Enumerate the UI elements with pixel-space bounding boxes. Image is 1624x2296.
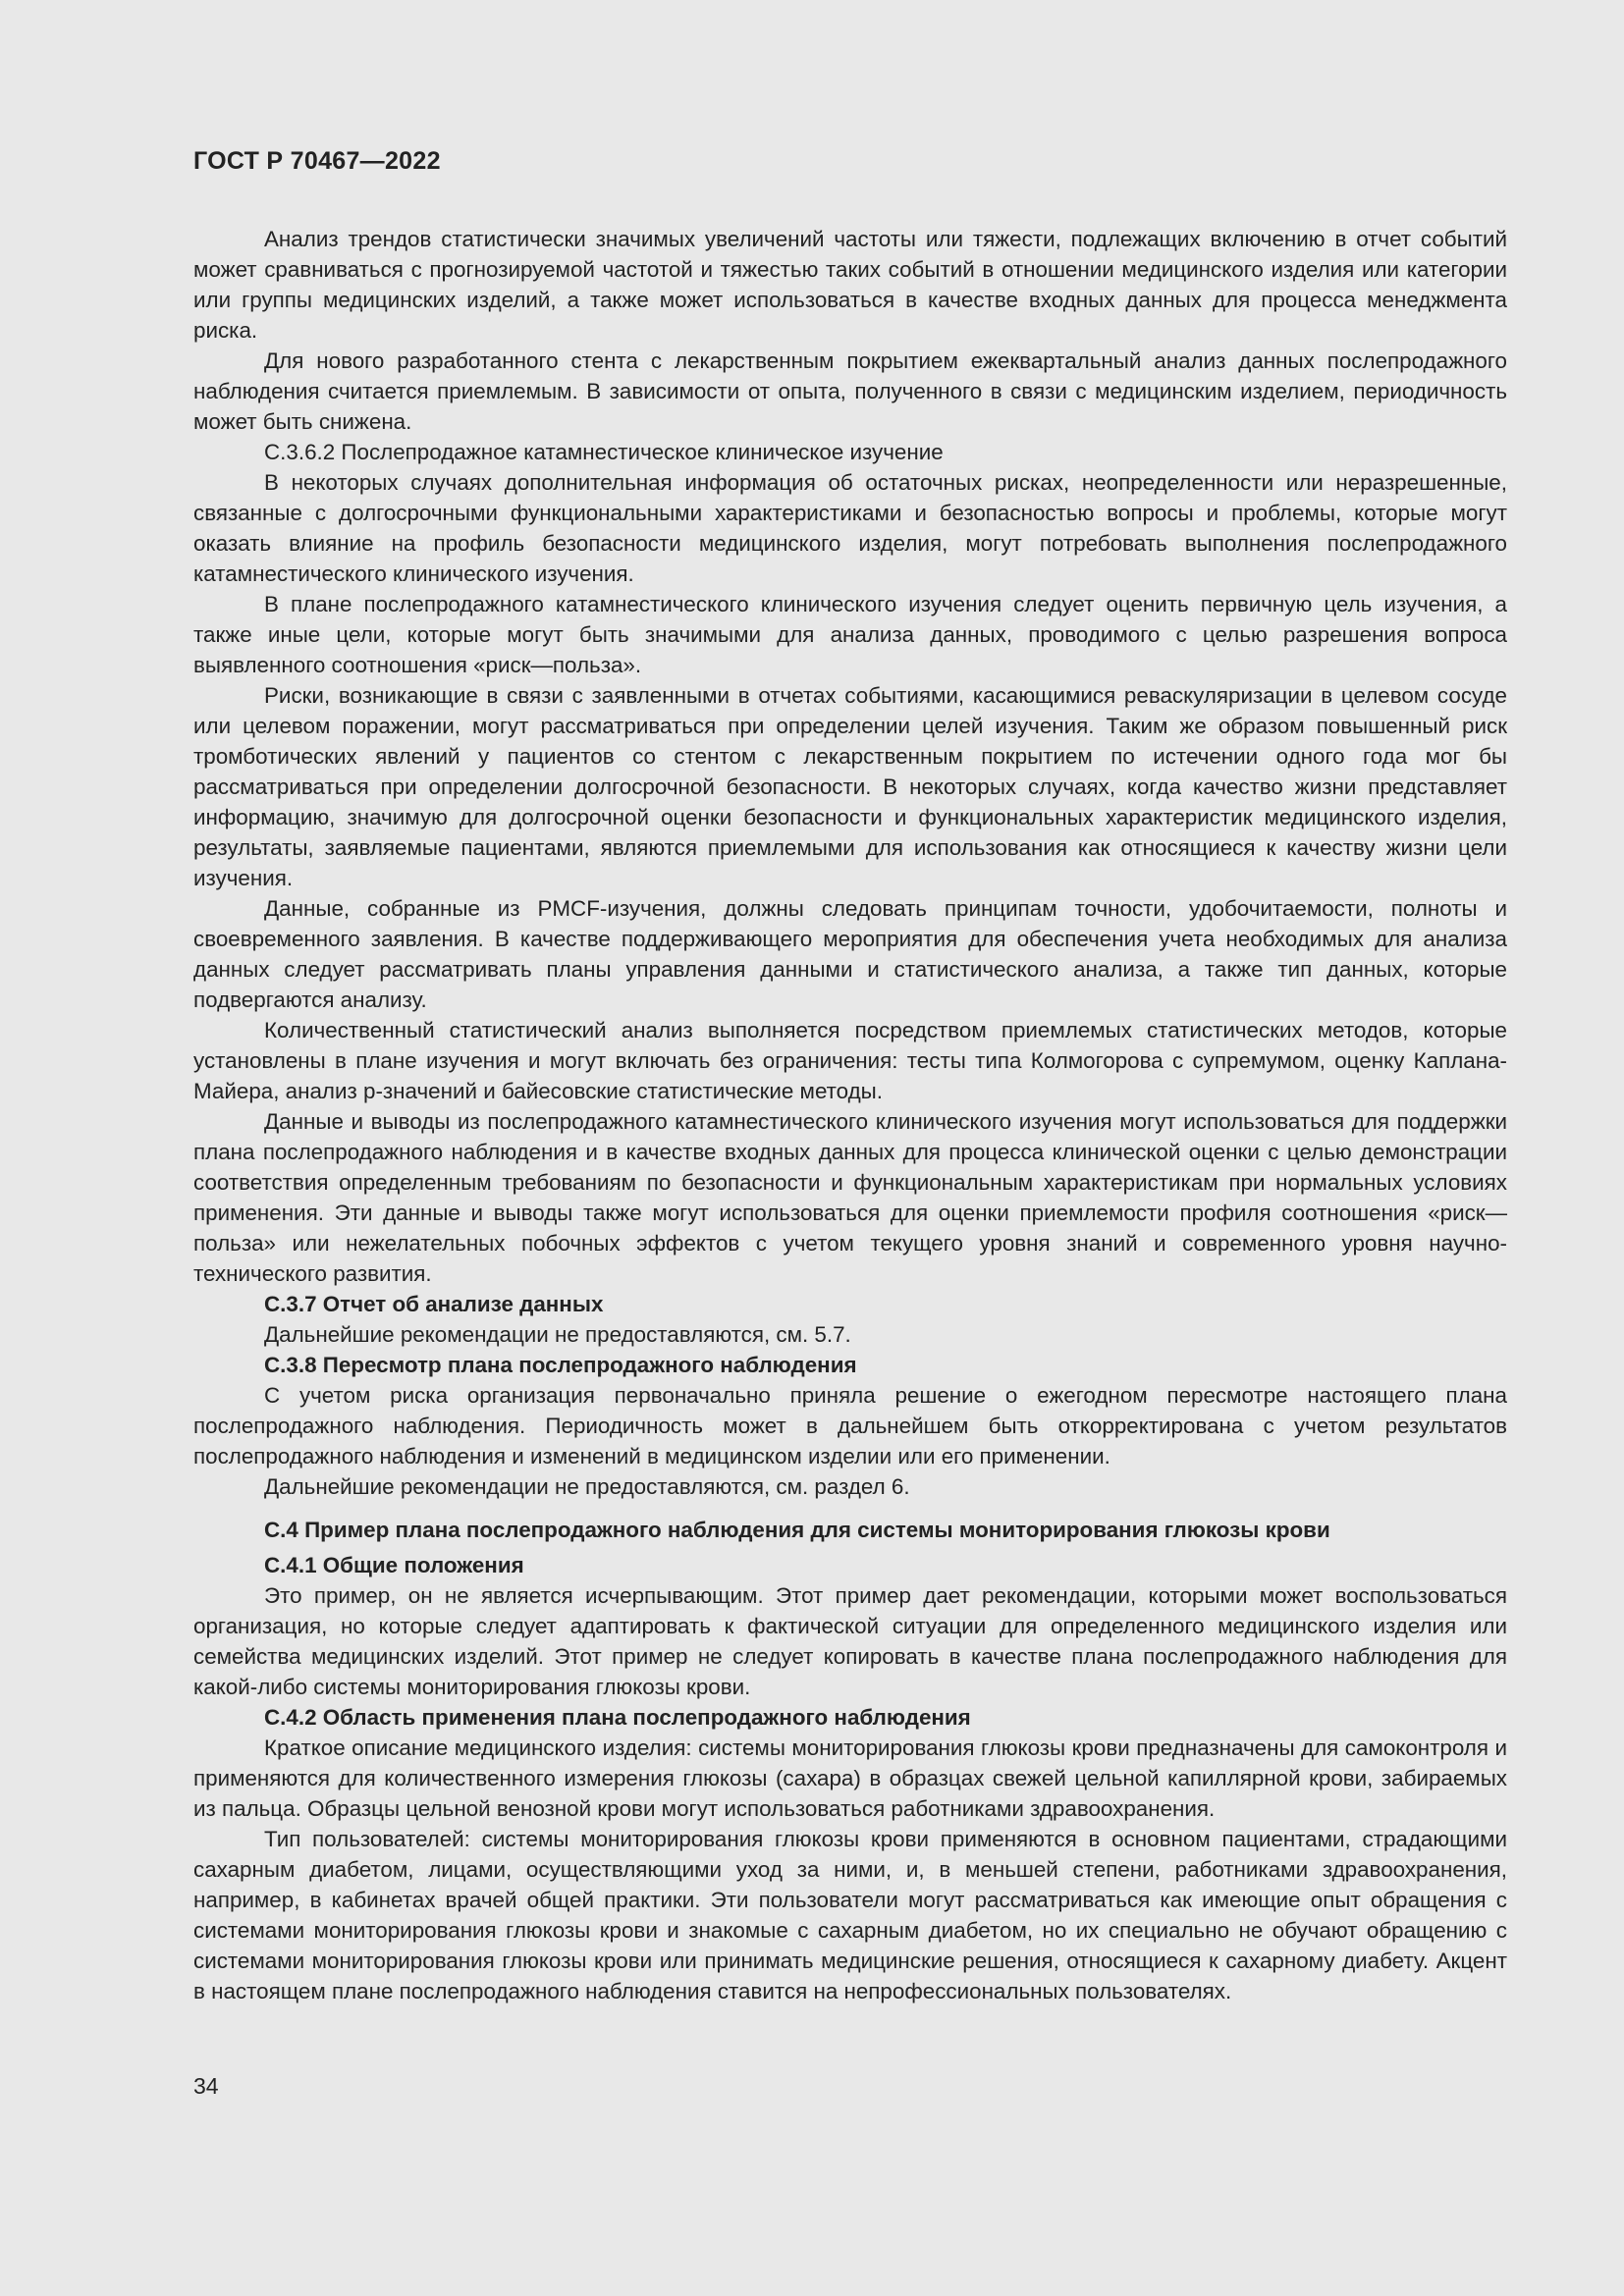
section-heading-c4: С.4 Пример плана послепродажного наблюдения для системы мониторирования глюкозы крови: [264, 1518, 1330, 1542]
paragraph-residual-risks: В некоторых случаях дополнительная информация об остаточных рисках, неопределенности или неразрешенные, связанные с долгосрочными функциональными характеристиками и безопасностью вопросы и проблемы, которые могут оказать влияние на профиль безопасности медицинского изделия, могут потребовать выполнения послепродажного катамнестического клинического изучения.: [193, 470, 1507, 586]
paragraph-statistical-analysis: Количественный статистический анализ выполняется посредством приемлемых статистических методов, которые установлены в плане изучения и могут включать без ограничения: тесты типа Колмогорова с супремумом, оценку Каплана-Майера, анализ p-значений и байесовские статистические методы.: [193, 1018, 1507, 1103]
paragraph-study-plan: В плане послепродажного катамнестического клинического изучения следует оценить первичную цель изучения, а также иные цели, которые могут быть значимыми для анализа данных, проводимого с целью разрешения вопроса выявленного соотношения «риск—польза».: [193, 592, 1507, 677]
paragraph-see-section-6: Дальнейшие рекомендации не предоставляются, см. раздел 6.: [264, 1474, 910, 1499]
section-heading-c3-8: С.3.8 Пересмотр плана послепродажного наблюдения: [264, 1353, 857, 1377]
paragraph-device-description: Краткое описание медицинского изделия: системы мониторирования глюкозы крови предназначены для самоконтроля и применяются для количественного измерения глюкозы (сахара) в образцах свежей цельной капиллярной крови, забираемых из пальца. Образцы цельной венозной крови могут использоваться работниками здравоохранения.: [193, 1735, 1507, 1821]
section-heading-c4-1: С.4.1 Общие положения: [264, 1553, 524, 1577]
paragraph-annual-review: С учетом риска организация первоначально приняла решение о ежегодном пересмотре настоящего плана послепродажного наблюдения. Периодичность может в дальнейшем быть откорректирована с учетом результатов послепродажного наблюдения и изменений в медицинском изделии или его применении.: [193, 1383, 1507, 1468]
subsection-heading-c3-6-2: С.3.6.2 Послепродажное катамнестическое клиническое изучение: [264, 440, 944, 464]
paragraph-pmcf-data: Данные, собранные из PMCF-изучения, должны следовать принципам точности, удобочитаемости, полноты и своевременного заявления. В качестве поддерживающего мероприятия для обеспечения учета необходимых для анализа данных следует рассматривать планы управления данными и статистического анализа, а также тип данных, которые подвергаются анализу.: [193, 896, 1507, 1012]
paragraph-risks-revascularization: Риски, возникающие в связи с заявленными в отчетах событиями, касающимися реваскуляризации в целевом сосуде или целевом поражении, могут рассматриваться при определении целей изучения. Таким же образом повышенный риск тромботических явлений у пациентов со стентом с лекарственным покрытием по истечении одного года мог бы рассматриваться при определении долгосрочной безопасности. В некоторых случаях, когда качество жизни представляет информацию, значимую для долгосрочной оценки безопасности и функциональных характеристик медицинского изделия, результаты, заявляемые пациентами, являются приемлемыми для использования как относящиеся к качеству жизни цели изучения.: [193, 683, 1507, 890]
paragraph-example-note: Это пример, он не является исчерпывающим. Этот пример дает рекомендации, которыми может воспользоваться организация, но которые следует адаптировать к фактической ситуации для определенного медицинского изделия или семейства медицинских изделий. Этот пример не следует копировать в качестве плана послепродажного наблюдения для какой-либо системы мониторирования глюкозы крови.: [193, 1583, 1507, 1699]
section-heading-c3-7: С.3.7 Отчет об анализе данных: [264, 1292, 604, 1316]
document-body: [193, 224, 1507, 2006]
paragraph-trend-analysis: Анализ трендов статистически значимых увеличений частоты или тяжести, подлежащих включению в отчет событий может сравниваться с прогнозируемой частотой и тяжестью таких событий в отношении медицинского изделия или категории или группы медицинских изделий, а также может использоваться в качестве входных данных для процесса менеджмента риска.: [193, 227, 1507, 343]
document-standard-id: ГОСТ Р 70467—2022: [193, 147, 441, 175]
paragraph-see-5-7: Дальнейшие рекомендации не предоставляются, см. 5.7.: [264, 1322, 851, 1347]
paragraph-data-conclusions: Данные и выводы из послепродажного катамнестического клинического изучения могут использоваться для поддержки плана послепродажного наблюдения и в качестве входных данных для процесса клинической оценки с целью демонстрации соответствия определенным требованиям по безопасности и функциональным характеристикам при нормальных условиях применения. Эти данные и выводы также могут использоваться для оценки приемлемости профиля соотношения «риск—польза» или нежелательных побочных эффектов с учетом текущего уровня знаний и современного уровня научно-технического развития.: [193, 1109, 1507, 1286]
paragraph-stent-periodicity: Для нового разработанного стента с лекарственным покрытием ежеквартальный анализ данных послепродажного наблюдения считается приемлемым. В зависимости от опыта, полученного в связи с медицинским изделием, периодичность может быть снижена.: [193, 348, 1507, 434]
page-number: 34: [193, 2073, 219, 2099]
paragraph-user-types: Тип пользователей: системы мониторирования глюкозы крови применяются в основном пациентами, страдающими сахарным диабетом, лицами, осуществляющими уход за ними, и, в меньшей степени, работниками здравоохранения, например, в кабинетах врачей общей практики. Эти пользователи могут рассматриваться как имеющие опыт обращения с системами мониторирования глюкозы крови и знакомые с сахарным диабетом, но их специально не обучают обращению с системами мониторирования глюкозы крови или принимать медицинские решения, относящиеся к сахарному диабету. Акцент в настоящем плане послепродажного наблюдения ставится на непрофессиональных пользователях.: [193, 1827, 1507, 2003]
section-heading-c4-2: С.4.2 Область применения плана послепродажного наблюдения: [264, 1705, 971, 1730]
